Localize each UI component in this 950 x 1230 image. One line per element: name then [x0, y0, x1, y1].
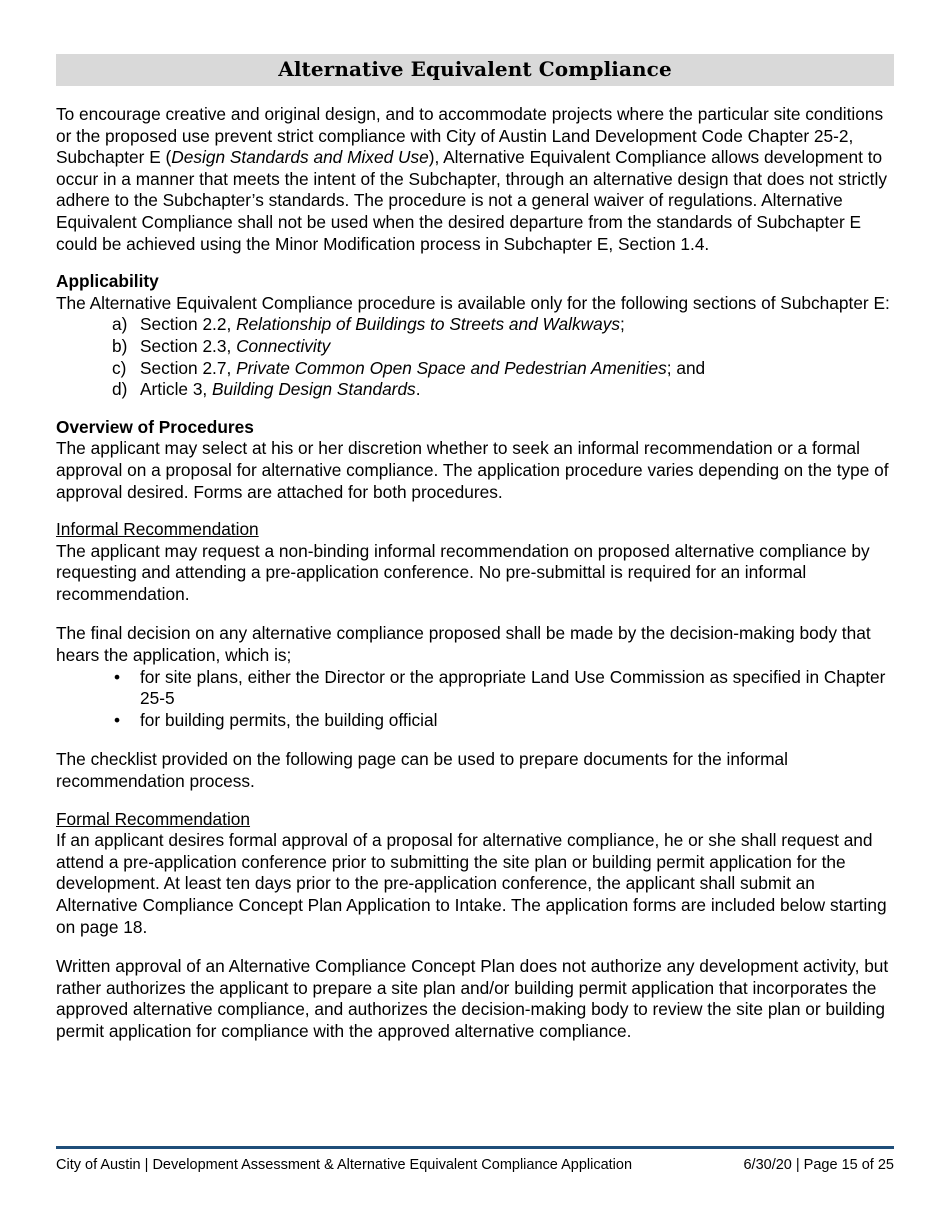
- footer-left-text: City of Austin | Development Assessment & Alternative Equivalent Compliance Application: [56, 1157, 633, 1173]
- intro-text-1: To encourage creative and original design, and to accommodate projects where the particular site conditions or the proposed use prevent strict compliance with City of Austin Land Development Code Chapter 25-2, Subchapter E (: [56, 104, 884, 168]
- list-item-italic: Building Design Standards: [212, 379, 416, 400]
- applicability-heading: Applicability: [56, 271, 159, 292]
- page-title: Alternative Equivalent Compliance: [56, 54, 894, 86]
- list-marker: a): [112, 314, 128, 335]
- list-item-text: Section 2.2,: [140, 314, 237, 335]
- list-item: [112, 667, 894, 710]
- list-item-suffix: ;: [620, 314, 625, 335]
- list-item-italic: Relationship of Buildings to Streets and Walkways: [236, 314, 620, 335]
- informal-heading: Informal Recommendation: [56, 519, 259, 540]
- informal-section: [56, 519, 894, 793]
- list-item: [112, 710, 894, 732]
- list-item-suffix: ; and: [666, 357, 706, 378]
- list-item-text: for building permits, the building official: [140, 709, 438, 730]
- informal-paragraph-2: The final decision on any alternative compliance proposed shall be made by the decision-making body that hears the application, which is;: [56, 623, 871, 666]
- formal-heading: Formal Recommendation: [56, 808, 251, 829]
- applicability-text: The Alternative Equivalent Compliance procedure is available only for the following sections of Subchapter E:: [56, 292, 890, 313]
- list-item-suffix: .: [415, 379, 421, 400]
- applicability-list: [56, 314, 894, 400]
- list-item-italic: Connectivity: [236, 335, 331, 356]
- overview-text: The applicant may select at his or her discretion whether to seek an informal recommendation or a formal approval on a proposal for alternative compliance. The application procedure varies depending on the type of approval desired. Forms are attached for both procedures.: [56, 438, 889, 502]
- intro-paragraph: [56, 104, 894, 255]
- list-item-text: Article 3,: [140, 379, 213, 400]
- decision-body-list: [56, 667, 894, 732]
- list-item: [112, 358, 894, 380]
- page-footer: [56, 1156, 894, 1174]
- formal-paragraph-2: Written approval of an Alternative Compliance Concept Plan does not authorize any development activity, but rather authorizes the applicant to prepare a site plan and/or building permit application that incorporates the approved alternative compliance, and authorizes the decision-making body to review the site plan or building permit application for compliance with the approved alternative compliance.: [56, 956, 889, 1041]
- bullet-icon: •: [114, 709, 121, 730]
- list-item-text: Section 2.3,: [140, 335, 237, 356]
- formal-paragraph-1: If an applicant desires formal approval of a proposal for alternative compliance, he or she shall request and attend a pre-application conference prior to submitting the site plan or building permit application for the development. At least ten days prior to the pre-application conference, the applicant shall submit an Alternative Compliance Concept Plan Application to Intake. The application forms are included below starting on page 18.: [56, 830, 887, 937]
- applicability-section: [56, 271, 894, 401]
- list-item-italic: Private Common Open Space and Pedestrian Amenities: [236, 357, 667, 378]
- list-item: [112, 336, 894, 358]
- list-item-text: for site plans, either the Director or the appropriate Land Use Commission as specified in Chapter 25-5: [140, 666, 886, 709]
- overview-heading: Overview of Procedures: [56, 416, 254, 437]
- list-item: [112, 379, 894, 401]
- footer-page-number: 6/30/20 | Page 15 of 25: [743, 1157, 894, 1173]
- intro-text-2: ), Alternative Equivalent Compliance allows development to occur in a manner that meets the intent of the Subchapter, through an alternative design that does not strictly adhere to the Subchapter’s standards. The procedure is not a general waiver of regulations. Alternative Equivalent Compliance shall not be used when the desired departure from the standards of Subchapter E could be achieved using the Minor Modification process in Subchapter E, Section 1.4.: [56, 147, 887, 254]
- overview-section: [56, 417, 894, 503]
- list-marker: c): [112, 357, 127, 378]
- informal-paragraph-1: The applicant may request a non-binding informal recommendation on proposed alternative compliance by requesting and attending a pre-application conference. No pre-submittal is required for an informal recommendation.: [56, 540, 870, 604]
- list-marker: b): [112, 335, 128, 356]
- list-item: [112, 314, 894, 336]
- list-item-text: Section 2.7,: [140, 357, 237, 378]
- formal-section: [56, 809, 894, 1043]
- informal-paragraph-3: The checklist provided on the following page can be used to prepare documents for the informal recommendation process.: [56, 749, 789, 792]
- intro-italic: Design Standards and Mixed Use: [171, 147, 429, 168]
- document-page: [56, 54, 894, 1043]
- list-marker: d): [112, 379, 128, 400]
- bullet-icon: •: [114, 666, 121, 687]
- footer-divider: [56, 1146, 894, 1149]
